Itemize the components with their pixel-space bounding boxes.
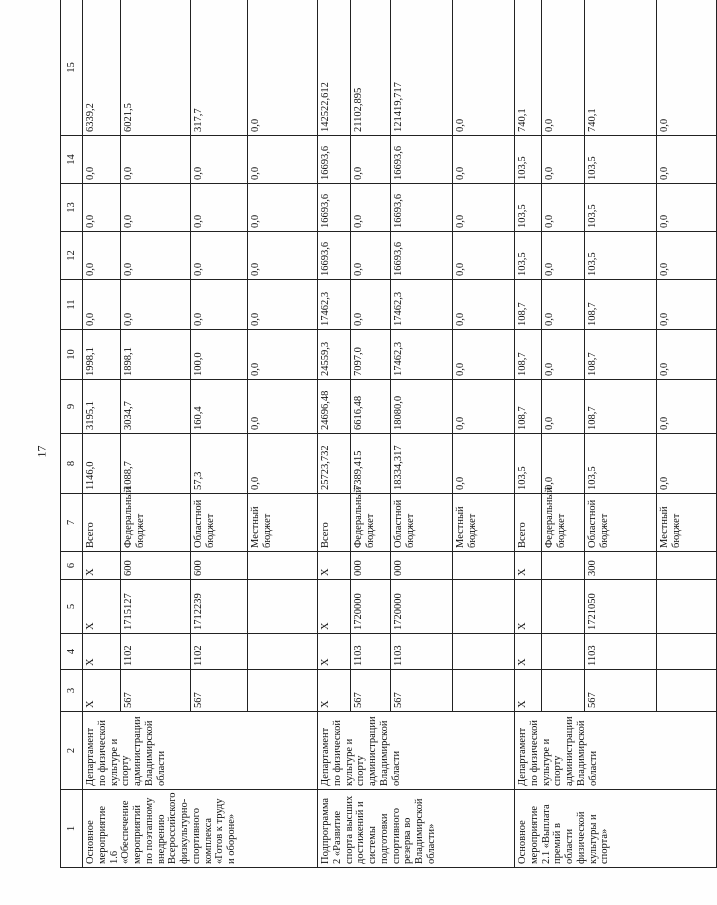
code-cell-c5: [453, 580, 515, 634]
table-row: [515, 0, 542, 868]
value-cell: 103,5: [515, 184, 542, 232]
value-cell: 17462,3: [318, 280, 351, 330]
value-cell: 17462,3: [391, 280, 453, 330]
value-cell: 103,5: [515, 434, 542, 494]
value-cell: 7389,415: [351, 434, 391, 494]
code-cell-c3: 567: [121, 670, 191, 712]
column-header-10: 10: [61, 330, 83, 380]
code-cell-c6: [453, 552, 515, 580]
value-cell: 21102,895: [351, 0, 391, 136]
value-cell: 0,0: [248, 280, 318, 330]
value-cell: 103,5: [585, 136, 657, 184]
column-header-12: 12: [61, 232, 83, 280]
code-cell-c3: [657, 670, 717, 712]
value-cell: 0,0: [657, 0, 717, 136]
value-cell: 1998,1: [83, 330, 121, 380]
value-cell: 0,0: [657, 184, 717, 232]
value-cell: 0,0: [453, 232, 515, 280]
code-cell-c5: 1720000: [391, 580, 453, 634]
code-cell-c6: X: [515, 552, 542, 580]
code-cell-c3: [248, 670, 318, 712]
funding-source-cell: Местный бюджет: [248, 494, 318, 552]
code-cell-c6: 600: [121, 552, 191, 580]
value-cell: 103,5: [585, 232, 657, 280]
code-cell-c4: 1103: [585, 634, 657, 670]
value-cell: 3195,1: [83, 380, 121, 434]
value-cell: 0,0: [83, 184, 121, 232]
value-cell: 24696,48: [318, 380, 351, 434]
code-cell-c4: X: [515, 634, 542, 670]
code-cell-c5: [542, 580, 585, 634]
funding-source-cell: Федеральный бюджет: [542, 494, 585, 552]
funding-source-cell: Областной бюджет: [585, 494, 657, 552]
funding-source-cell: Федеральный бюджет: [351, 494, 391, 552]
value-cell: 16693,6: [318, 136, 351, 184]
program-name-cell: Подпрограмма 2 «Развитие спорта высших достижений и системы подготовки спортивного резерва во Владимирской области»: [318, 790, 515, 868]
value-cell: 0,0: [351, 232, 391, 280]
value-cell: 0,0: [191, 232, 248, 280]
code-cell-c6: [657, 552, 717, 580]
column-header-5: 5: [61, 580, 83, 634]
column-header-8: 8: [61, 434, 83, 494]
value-cell: 16693,6: [391, 136, 453, 184]
value-cell: 0,0: [351, 280, 391, 330]
program-name-cell: Основное мероприятие 2.1 «Выплата премий в области физической культуры и спорта»: [515, 790, 717, 868]
value-cell: 0,0: [657, 434, 717, 494]
value-cell: 18334,317: [391, 434, 453, 494]
code-cell-c4: [657, 634, 717, 670]
code-cell-c5: [657, 580, 717, 634]
value-cell: 0,0: [542, 0, 585, 136]
funding-source-cell: Областной бюджет: [391, 494, 453, 552]
column-header-11: 11: [61, 280, 83, 330]
funding-source-cell: Всего: [515, 494, 542, 552]
value-cell: 740,1: [585, 0, 657, 136]
responsible-executor-cell: Департамент по физической культуре и спорту администрации Владимирской области: [83, 712, 318, 790]
code-cell-c3: X: [515, 670, 542, 712]
column-header-6: 6: [61, 552, 83, 580]
value-cell: 0,0: [83, 280, 121, 330]
value-cell: 0,0: [657, 280, 717, 330]
code-cell-c3: X: [318, 670, 351, 712]
value-cell: 0,0: [453, 330, 515, 380]
column-header-9: 9: [61, 380, 83, 434]
value-cell: 7097,0: [351, 330, 391, 380]
value-cell: 0,0: [248, 0, 318, 136]
code-cell-c4: [542, 634, 585, 670]
table-body: [61, 0, 717, 868]
code-cell-c4: 1103: [391, 634, 453, 670]
value-cell: 0,0: [657, 380, 717, 434]
value-cell: 0,0: [657, 136, 717, 184]
value-cell: 0,0: [121, 184, 191, 232]
value-cell: 0,0: [121, 232, 191, 280]
code-cell-c6: 000: [351, 552, 391, 580]
value-cell: 16693,6: [391, 184, 453, 232]
code-cell-c4: X: [318, 634, 351, 670]
value-cell: 103,5: [515, 136, 542, 184]
code-cell-c4: 1102: [191, 634, 248, 670]
code-cell-c3: [542, 670, 585, 712]
column-header-2: 2: [61, 712, 83, 790]
funding-source-cell: Федеральный бюджет: [121, 494, 191, 552]
value-cell: 0,0: [453, 0, 515, 136]
value-cell: 108,7: [515, 330, 542, 380]
value-cell: 57,3: [191, 434, 248, 494]
code-cell-c5: [248, 580, 318, 634]
funding-source-cell: Местный бюджет: [657, 494, 717, 552]
code-cell-c3: X: [83, 670, 121, 712]
value-cell: 24559,3: [318, 330, 351, 380]
value-cell: 0,0: [542, 380, 585, 434]
code-cell-c5: 1715127: [121, 580, 191, 634]
value-cell: 0,0: [191, 280, 248, 330]
value-cell: 142522,612: [318, 0, 351, 136]
value-cell: 0,0: [453, 136, 515, 184]
value-cell: 103,5: [585, 434, 657, 494]
value-cell: 16693,6: [318, 184, 351, 232]
value-cell: 0,0: [248, 434, 318, 494]
code-cell-c6: 600: [191, 552, 248, 580]
code-cell-c6: 300: [585, 552, 657, 580]
value-cell: 0,0: [453, 380, 515, 434]
column-header-14: 14: [61, 136, 83, 184]
value-cell: 0,0: [248, 184, 318, 232]
value-cell: 0,0: [83, 136, 121, 184]
value-cell: 108,7: [515, 380, 542, 434]
code-cell-c4: 1102: [121, 634, 191, 670]
value-cell: 0,0: [542, 184, 585, 232]
value-cell: 16693,6: [391, 232, 453, 280]
value-cell: 6339,2: [83, 0, 121, 136]
code-cell-c4: X: [83, 634, 121, 670]
value-cell: 0,0: [121, 136, 191, 184]
value-cell: 3034,7: [121, 380, 191, 434]
column-header-15: 15: [61, 0, 83, 136]
code-cell-c5: X: [515, 580, 542, 634]
value-cell: 16693,6: [318, 232, 351, 280]
value-cell: 0,0: [542, 232, 585, 280]
value-cell: 317,7: [191, 0, 248, 136]
value-cell: 1898,1: [121, 330, 191, 380]
column-header-3: 3: [61, 670, 83, 712]
value-cell: 108,7: [585, 330, 657, 380]
value-cell: 0,0: [542, 280, 585, 330]
header-row: [61, 0, 83, 868]
column-header-1: 1: [61, 790, 83, 868]
code-cell-c3: [453, 670, 515, 712]
code-cell-c5: X: [318, 580, 351, 634]
value-cell: 0,0: [351, 184, 391, 232]
value-cell: 6021,5: [121, 0, 191, 136]
value-cell: 100,0: [191, 330, 248, 380]
value-cell: 121419,717: [391, 0, 453, 136]
code-cell-c4: [453, 634, 515, 670]
value-cell: 0,0: [83, 232, 121, 280]
value-cell: 0,0: [542, 330, 585, 380]
funding-source-cell: Местный бюджет: [453, 494, 515, 552]
value-cell: 1088,7: [121, 434, 191, 494]
column-header-7: 7: [61, 494, 83, 552]
table-row: [83, 0, 121, 868]
value-cell: 0,0: [657, 330, 717, 380]
column-header-4: 4: [61, 634, 83, 670]
code-cell-c3: 567: [585, 670, 657, 712]
code-cell-c3: 567: [391, 670, 453, 712]
value-cell: 0,0: [453, 280, 515, 330]
code-cell-c5: 1712239: [191, 580, 248, 634]
code-cell-c6: X: [83, 552, 121, 580]
value-cell: 0,0: [248, 232, 318, 280]
value-cell: 103,5: [515, 232, 542, 280]
value-cell: 0,0: [542, 434, 585, 494]
funding-source-cell: Всего: [318, 494, 351, 552]
code-cell-c3: 567: [351, 670, 391, 712]
code-cell-c6: X: [318, 552, 351, 580]
code-cell-c6: [542, 552, 585, 580]
value-cell: 0,0: [248, 380, 318, 434]
column-header-13: 13: [61, 184, 83, 232]
program-name-cell: Основное мероприятие 1.6 «Обеспечение мероприятий по поэтапному внедрению Всероссийского физкультурно-спортивного комплекса «Готов к труду и обороне»: [83, 790, 318, 868]
rotated-table-container: [60, 0, 682, 868]
value-cell: 0,0: [191, 184, 248, 232]
code-cell-c5: X: [83, 580, 121, 634]
value-cell: 0,0: [121, 280, 191, 330]
value-cell: 1146,0: [83, 434, 121, 494]
value-cell: 0,0: [248, 136, 318, 184]
value-cell: 0,0: [351, 136, 391, 184]
value-cell: 17462,3: [391, 330, 453, 380]
value-cell: 0,0: [453, 184, 515, 232]
value-cell: 6616,48: [351, 380, 391, 434]
value-cell: 108,7: [585, 280, 657, 330]
budget-table: [60, 0, 717, 868]
value-cell: 740,1: [515, 0, 542, 136]
code-cell-c4: [248, 634, 318, 670]
value-cell: 0,0: [191, 136, 248, 184]
responsible-executor-cell: Департамент по физической культуре и спорту администрации Владимирской области: [515, 712, 717, 790]
responsible-executor-cell: Департамент по физической культуре и спорту администрации Владимирской области: [318, 712, 515, 790]
value-cell: 0,0: [453, 434, 515, 494]
code-cell-c6: 000: [391, 552, 453, 580]
value-cell: 0,0: [657, 232, 717, 280]
code-cell-c6: [248, 552, 318, 580]
value-cell: 103,5: [585, 184, 657, 232]
funding-source-cell: Всего: [83, 494, 121, 552]
value-cell: 0,0: [542, 136, 585, 184]
table-row: [318, 0, 351, 868]
value-cell: 108,7: [515, 280, 542, 330]
code-cell-c5: 1720000: [351, 580, 391, 634]
value-cell: 0,0: [248, 330, 318, 380]
value-cell: 18080,0: [391, 380, 453, 434]
page-number: 17: [34, 445, 49, 458]
code-cell-c3: 567: [191, 670, 248, 712]
value-cell: 160,4: [191, 380, 248, 434]
funding-source-cell: Областной бюджет: [191, 494, 248, 552]
code-cell-c4: 1103: [351, 634, 391, 670]
value-cell: 25723,732: [318, 434, 351, 494]
value-cell: 108,7: [585, 380, 657, 434]
code-cell-c5: 1721050: [585, 580, 657, 634]
